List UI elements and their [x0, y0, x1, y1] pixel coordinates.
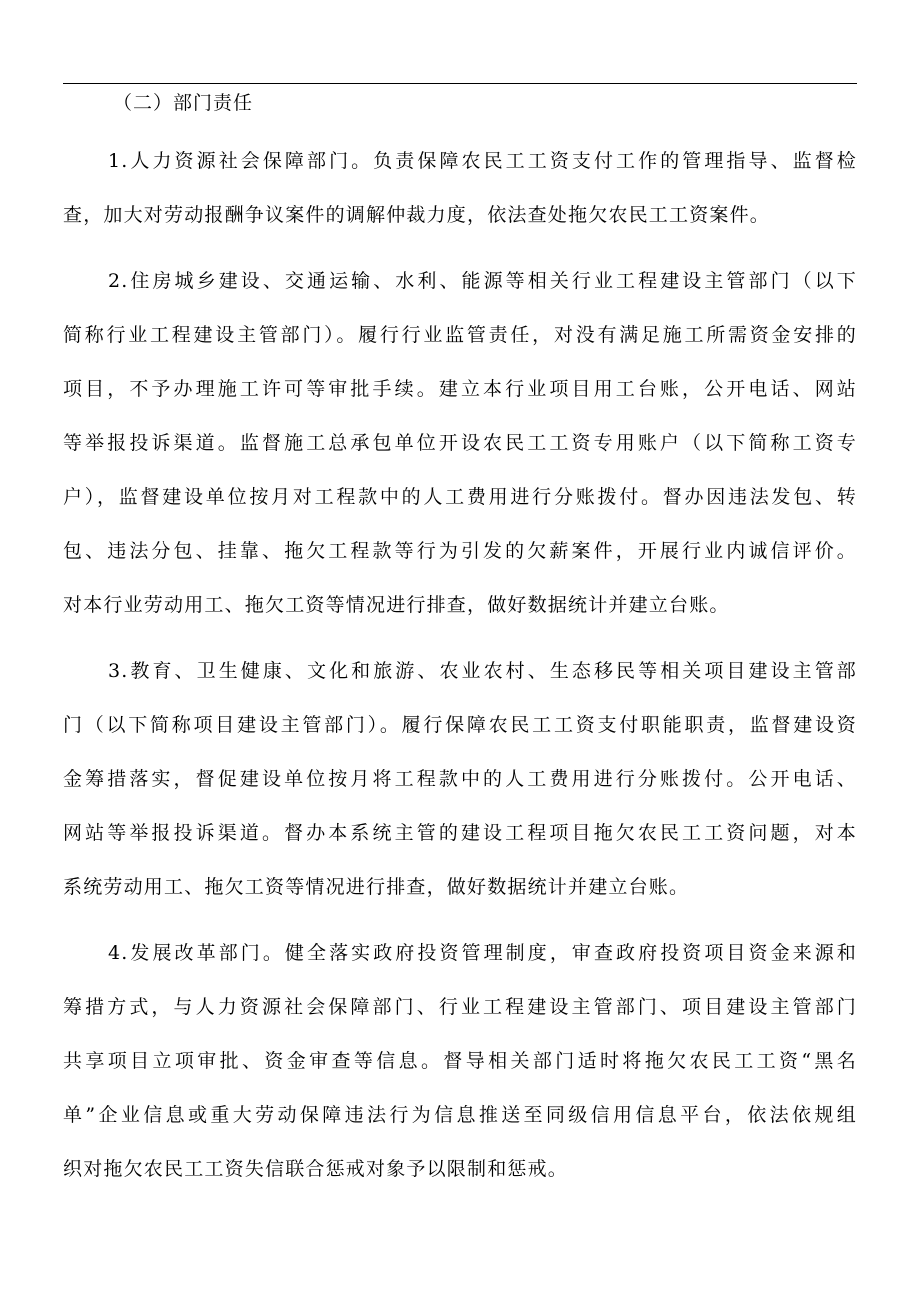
paragraph-line: 等举报投诉渠道。监督施工总承包单位开设农民工工资专用账户（以下简称工资专 — [63, 432, 857, 454]
paragraph-line: 项目，不予办理施工许可等审批手续。建立本行业项目用工台账，公开电话、网站 — [63, 378, 857, 400]
spacer — [63, 242, 857, 254]
spacer — [63, 632, 857, 644]
paragraph-line: 简称行业工程建设主管部门）。履行行业监管责任，对没有满足施工所需资金安排的 — [63, 324, 857, 346]
paragraph-line: 筹措方式，与人力资源社会保障部门、行业工程建设主管部门、项目建设主管部门 — [63, 996, 857, 1018]
paragraph-line: 织对拖欠农民工工资失信联合惩戒对象予以限制和惩戒。 — [63, 1158, 569, 1180]
spacer — [63, 122, 857, 134]
paragraph-line: 门（以下简称项目建设主管部门）。履行保障农民工工资支付职能职责，监督建设资 — [63, 714, 857, 736]
section-heading: （二）部门责任 — [113, 92, 254, 114]
paragraph-line: 4.发展改革部门。健全落实政府投资管理制度，审查政府投资项目资金来源和 — [108, 942, 857, 964]
paragraph-line: 2.住房城乡建设、交通运输、水利、能源等相关行业工程建设主管部门（以下 — [108, 270, 857, 292]
paragraph-line: 3.教育、卫生健康、文化和旅游、农业农村、生态移民等相关项目建设主管部 — [108, 660, 857, 682]
paragraph-line: 单”企业信息或重大劳动保障违法行为信息推送至同级信用信息平台，依法依规组 — [63, 1104, 857, 1126]
paragraph-line: 系统劳动用工、拖欠工资等情况进行排查，做好数据统计并建立台账。 — [63, 876, 690, 898]
paragraph-1 — [63, 134, 857, 242]
paragraph-line: 查，加大对劳动报酬争议案件的调解仲裁力度，依法查处拖欠农民工工资案件。 — [63, 204, 771, 226]
paragraph-2 — [63, 254, 857, 632]
paragraph-line: 1.人力资源社会保障部门。负责保障农民工工资支付工作的管理指导、监督检 — [108, 150, 857, 172]
paragraph-line: 金筹措落实，督促建设单位按月将工程款中的人工费用进行分账拨付。公开电话、 — [63, 768, 857, 790]
paragraph-line: 对本行业劳动用工、拖欠工资等情况进行排查，做好数据统计并建立台账。 — [63, 594, 730, 616]
paragraph-3 — [63, 644, 857, 914]
spacer — [63, 914, 857, 926]
paragraph-line: 网站等举报投诉渠道。督办本系统主管的建设工程项目拖欠农民工工资问题，对本 — [63, 822, 857, 844]
paragraph-line: 共享项目立项审批、资金审查等信息。督导相关部门适时将拖欠农民工工资“黑名 — [63, 1050, 857, 1072]
paragraph-line: 户），监督建设单位按月对工程款中的人工费用进行分账拨付。督办因违法发包、转 — [63, 486, 857, 508]
paragraph-line: 包、违法分包、挂靠、拖欠工程款等行为引发的欠薪案件，开展行业内诚信评价。 — [63, 540, 857, 562]
paragraph-4 — [63, 926, 857, 1196]
document-body — [63, 84, 857, 1196]
